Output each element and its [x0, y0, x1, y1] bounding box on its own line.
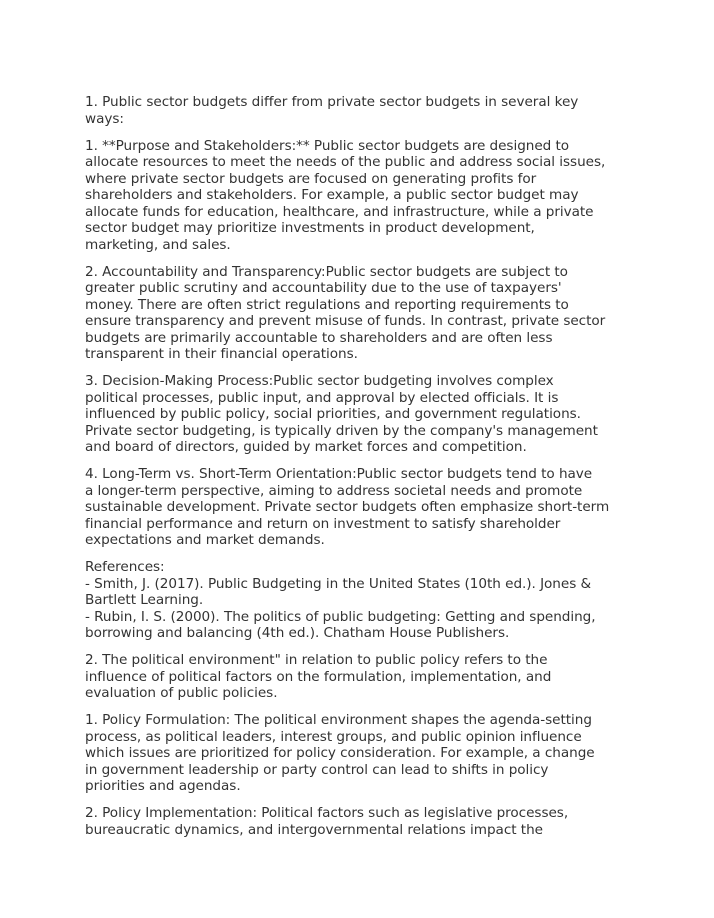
point-purpose-stakeholders: 1. **Purpose and Stakeholders:** Public sector budgets are designed to allocate resources to meet the needs of the public and address social issues, where private sector budgets are focused on generating profits for shareholders and stakeholders. For example, a public sector budget may allocate funds for education, healthcare, and infrastructure, while a private sector budget may prioritize investments in product development, marketing, and sales. — [85, 137, 606, 253]
point-decision-making: 3. Decision-Making Process:Public sector budgeting involves complex political processes, public input, and approval by elected officials. It is influenced by public policy, social priorities, and government regulations. Private sector budgeting, is typically driven by the company's management and board of directors, guided by market forces and competition. — [85, 373, 598, 455]
question-1-intro: 1. Public sector budgets differ from private sector budgets in several key ways: — [85, 94, 579, 127]
point-policy-formulation: 1. Policy Formulation: The political environment shapes the agenda-setting process, as political leaders, interest groups, and public opinion influence which issues are prioritized for policy consideration. For example, a change in government leadership or party control can lead to shifts in policy priorities and agendas. — [85, 712, 595, 794]
references: References: - Smith, J. (2017). Public Budgeting in the United States (10th ed.). Jones & Bartlett Learning. - Rubin, I. S. (2000). The politics of public budgeting: Getting and spending, borrowing and balancing (4th ed.). Chatham House Publishers. — [85, 559, 596, 641]
point-policy-implementation: 2. Policy Implementation: Political factors such as legislative processes, bureaucratic dynamics, and intergovernmental relations impact the — [85, 805, 569, 838]
point-long-short-term: 4. Long-Term vs. Short-Term Orientation:Public sector budgets tend to have a longer-term perspective, aiming to address societal needs and promote sustainable development. Private sector budgets often emphasize short-term financial performance and return on investment to satisfy shareholder expectations and market demands. — [85, 466, 610, 548]
point-accountability-transparency: 2. Accountability and Transparency:Public sector budgets are subject to greater public scrutiny and accountability due to the use of taxpayers' money. There are often strict regulations and reporting requirements to ensure transparency and prevent misuse of funds. In contrast, private sector budgets are primarily accountable to shareholders and are often less transparent in their financial operations. — [85, 263, 606, 362]
question-2-intro: 2. The political environment" in relation to public policy refers to the influence of political factors on the formulation, implementation, and evaluation of public policies. — [85, 652, 552, 701]
document-page — [85, 94, 645, 849]
